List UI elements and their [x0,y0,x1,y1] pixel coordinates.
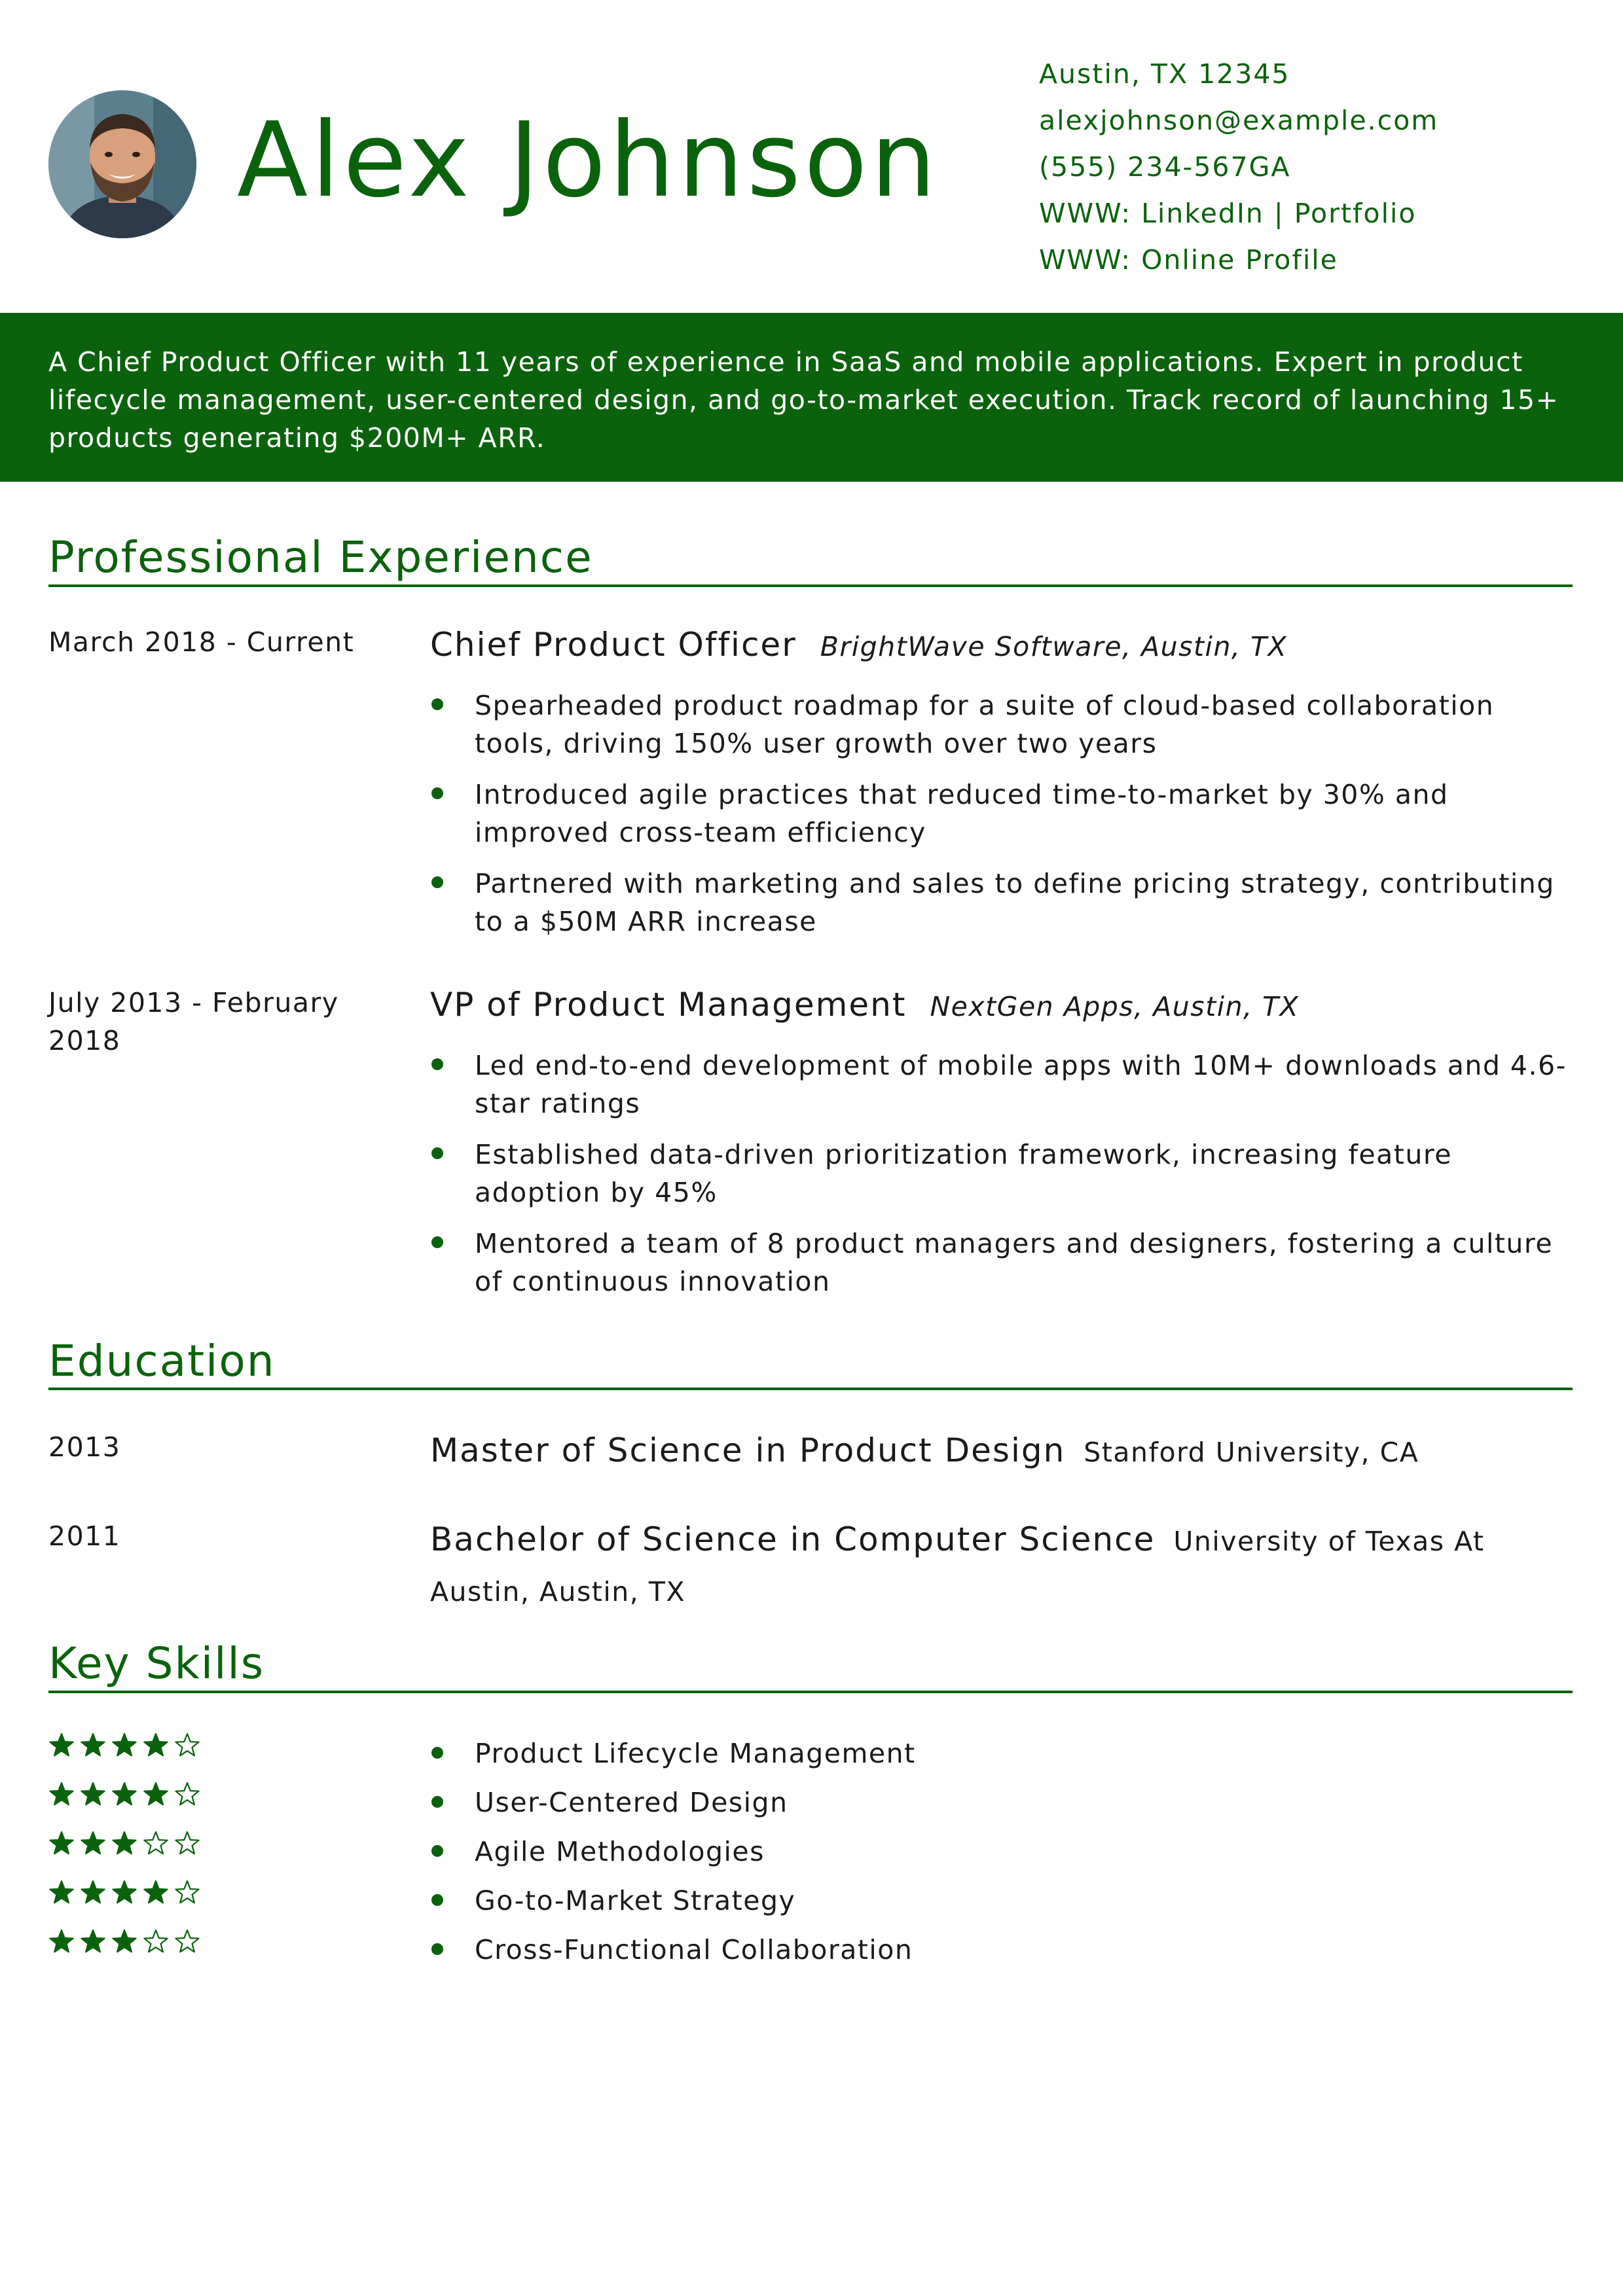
section-divider [48,584,1573,587]
candidate-name: Alex Johnson [237,100,939,221]
star-filled-icon [80,1782,106,1808]
contact-email-link[interactable]: alexjohnson@example.com [1039,105,1439,136]
job-title: Chief Product Officer [430,626,797,664]
bullet-icon [431,787,443,799]
star-filled-icon [80,1732,106,1759]
star-filled-icon [48,1732,75,1759]
job-heading [430,986,1299,1024]
section-title-education: Education [48,1336,276,1386]
list-item: Introduced agile practices that reduced time-to-market by 30% and improved cross-team efficiency [430,776,1573,852]
contact-web-links[interactable]: WWW: LinkedIn | Portfolio [1039,198,1417,229]
bullet-icon [431,1943,443,1955]
section-divider [48,1691,1573,1693]
star-filled-icon [48,1782,75,1808]
list-item: Led end-to-end development of mobile apps with 10M+ downloads and 4.6-star ratings [430,1047,1573,1122]
job-achievements [430,1047,1573,1300]
job-title: VP of Product Management [430,986,907,1024]
star-filled-icon [48,1880,75,1906]
job-organization: BrightWave Software, Austin, TX [820,631,1288,662]
job-organization: NextGen Apps, Austin, TX [930,991,1300,1022]
profile-photo-illustration [48,90,196,238]
list-item: Go-to-Market Strategy [430,1876,1573,1926]
education-degree: Bachelor of Science in Computer Science [430,1520,1156,1558]
star-empty-icon [174,1782,200,1808]
star-filled-icon [80,1880,106,1906]
job-heading [430,626,1287,664]
resume-header [0,0,1623,313]
star-filled-icon [80,1831,106,1857]
skills-list [430,1729,1573,1975]
education-year: 2013 [48,1431,121,1463]
list-item: Spearheaded product roadmap for a suite of cloud-based collaboration tools, driving 150% user growth over two years [430,687,1573,762]
star-filled-icon [111,1732,137,1759]
bullet-icon [431,1147,443,1159]
contact-info [1039,51,1438,283]
contact-phone: (555) 234-567GA [1039,151,1291,183]
list-item: Agile Methodologies [430,1827,1573,1876]
bullet-icon [431,1845,443,1857]
education-school: Stanford University, CA [1084,1437,1419,1468]
contact-online-profile-link[interactable]: WWW: Online Profile [1039,244,1338,276]
list-item: Product Lifecycle Management [430,1729,1573,1778]
skill-rating [48,1929,200,1955]
bullet-icon [431,876,443,888]
star-filled-icon [143,1732,169,1759]
star-empty-icon [143,1929,169,1955]
job-dates: March 2018 - Current [48,626,355,658]
star-filled-icon [111,1782,137,1808]
star-filled-icon [111,1880,137,1906]
star-empty-icon [174,1880,200,1906]
star-filled-icon [143,1782,169,1808]
list-item: Partnered with marketing and sales to define pricing strategy, contributing to a $50M ARR increase [430,865,1573,941]
star-empty-icon [174,1732,200,1759]
star-filled-icon [111,1929,137,1955]
education-entry [430,1517,1573,1620]
star-filled-icon [80,1929,106,1955]
section-title-experience: Professional Experience [48,532,593,583]
star-filled-icon [48,1929,75,1955]
skill-rating [48,1831,200,1857]
education-year: 2011 [48,1520,121,1552]
education-entry [430,1428,1573,1480]
list-item: Cross-Functional Collaboration [430,1926,1573,1975]
bullet-icon [431,1747,443,1759]
star-filled-icon [143,1880,169,1906]
professional-summary: A Chief Product Officer with 11 years of experience in SaaS and mobile applications. Expert in product lifecycle management, user-centered design, and go-to-market execution. Track record of launching 15+ products generating $200M+ ARR. [48,346,1559,454]
bullet-icon [431,1058,443,1070]
bullet-icon [431,1894,443,1906]
bullet-icon [431,1796,443,1808]
contact-address: Austin, TX 12345 [1039,58,1290,90]
profile-photo [48,90,196,238]
section-title-skills: Key Skills [48,1638,265,1689]
list-item: User-Centered Design [430,1778,1573,1827]
bullet-icon [431,698,443,710]
bullet-icon [431,1236,443,1248]
star-empty-icon [143,1831,169,1857]
skill-rating [48,1782,200,1808]
job-dates: July 2013 - February 2018 [48,987,339,1056]
star-empty-icon [174,1929,200,1955]
star-empty-icon [174,1831,200,1857]
star-filled-icon [111,1831,137,1857]
section-divider [48,1388,1573,1390]
skill-rating [48,1880,200,1906]
job-achievements [430,687,1573,941]
education-degree: Master of Science in Product Design [430,1431,1066,1469]
list-item: Established data-driven prioritization framework, increasing feature adoption by 45% [430,1136,1573,1211]
skill-rating [48,1732,200,1759]
education-school: University of Texas At Austin, Austin, TX [430,1526,1485,1607]
star-filled-icon [48,1831,75,1857]
list-item: Mentored a team of 8 product managers and designers, fostering a culture of continuous innovation [430,1225,1573,1300]
